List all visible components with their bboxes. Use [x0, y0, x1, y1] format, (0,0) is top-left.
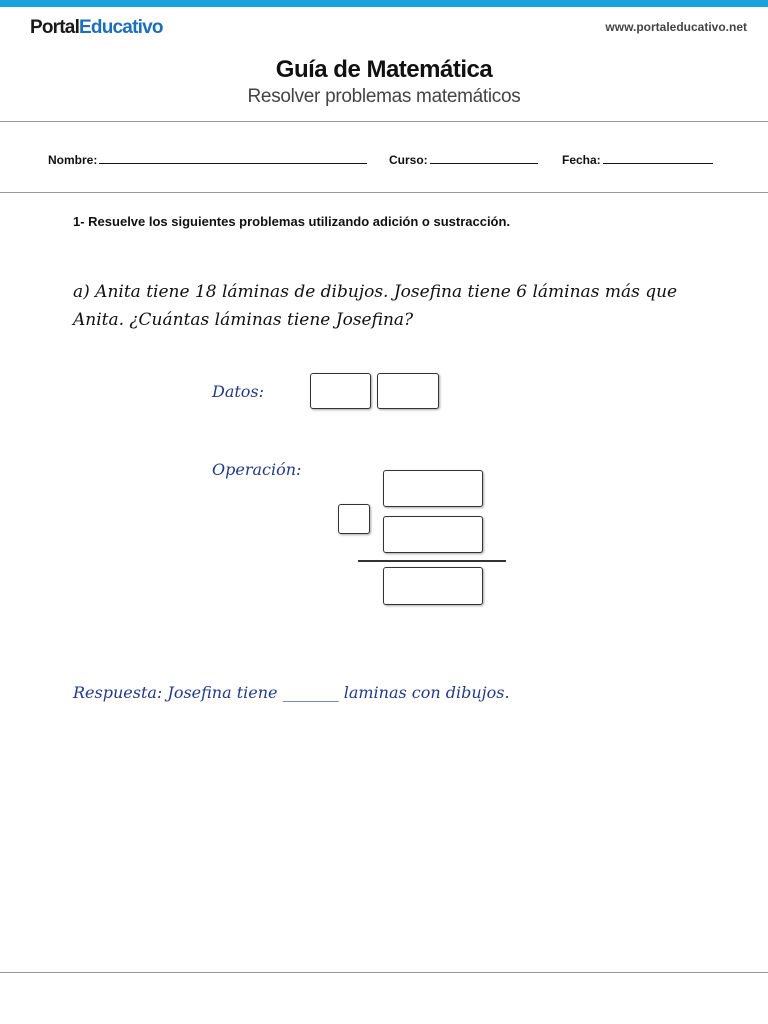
divider-top: [0, 121, 768, 122]
logo-text-portal: Portal: [30, 17, 80, 38]
datos-label: Datos:: [212, 382, 265, 401]
website-url: www.portaleducativo.net: [605, 20, 747, 34]
nombre-field[interactable]: [48, 151, 367, 167]
respuesta-text-after: laminas con dibujos.: [343, 683, 510, 702]
exercise-instruction: 1- Resuelve los siguientes problemas utilizando adición o sustracción.: [73, 214, 511, 229]
operation-sum-line: [358, 560, 506, 562]
portal-educativo-logo: [30, 17, 163, 39]
fecha-field[interactable]: [562, 151, 713, 167]
page-subtitle: Resolver problemas matemáticos: [247, 86, 521, 107]
nombre-blank-line[interactable]: [99, 151, 367, 164]
curso-blank-line[interactable]: [430, 151, 538, 164]
divider-footer: [0, 972, 768, 973]
fecha-blank-line[interactable]: [603, 151, 713, 164]
page-title: Guía de Matemática: [275, 56, 493, 83]
operacion-label: Operación:: [212, 460, 302, 479]
divider-form: [0, 192, 768, 193]
operacion-box-top[interactable]: [383, 470, 483, 507]
nombre-label: Nombre:: [48, 153, 98, 167]
curso-label: Curso:: [389, 153, 428, 167]
operacion-box-bottom[interactable]: [383, 516, 483, 553]
curso-field[interactable]: [389, 151, 538, 167]
respuesta-line: [73, 683, 510, 702]
respuesta-blank[interactable]: _______: [282, 683, 339, 702]
top-accent-bar: [0, 0, 768, 7]
respuesta-text-before: Respuesta: Josefina tiene: [73, 683, 278, 702]
operacion-result-box[interactable]: [383, 567, 483, 605]
problem-statement: a) Anita tiene 18 láminas de dibujos. Josefina tiene 6 láminas más que Anita. ¿Cuántas láminas tiene Josefina?: [73, 282, 678, 330]
datos-box-2[interactable]: [377, 373, 439, 409]
fecha-label: Fecha:: [562, 153, 601, 167]
operator-sign-box[interactable]: [338, 504, 370, 534]
logo-text-educativo: Educativo: [79, 17, 163, 38]
datos-box-1[interactable]: [310, 373, 371, 409]
